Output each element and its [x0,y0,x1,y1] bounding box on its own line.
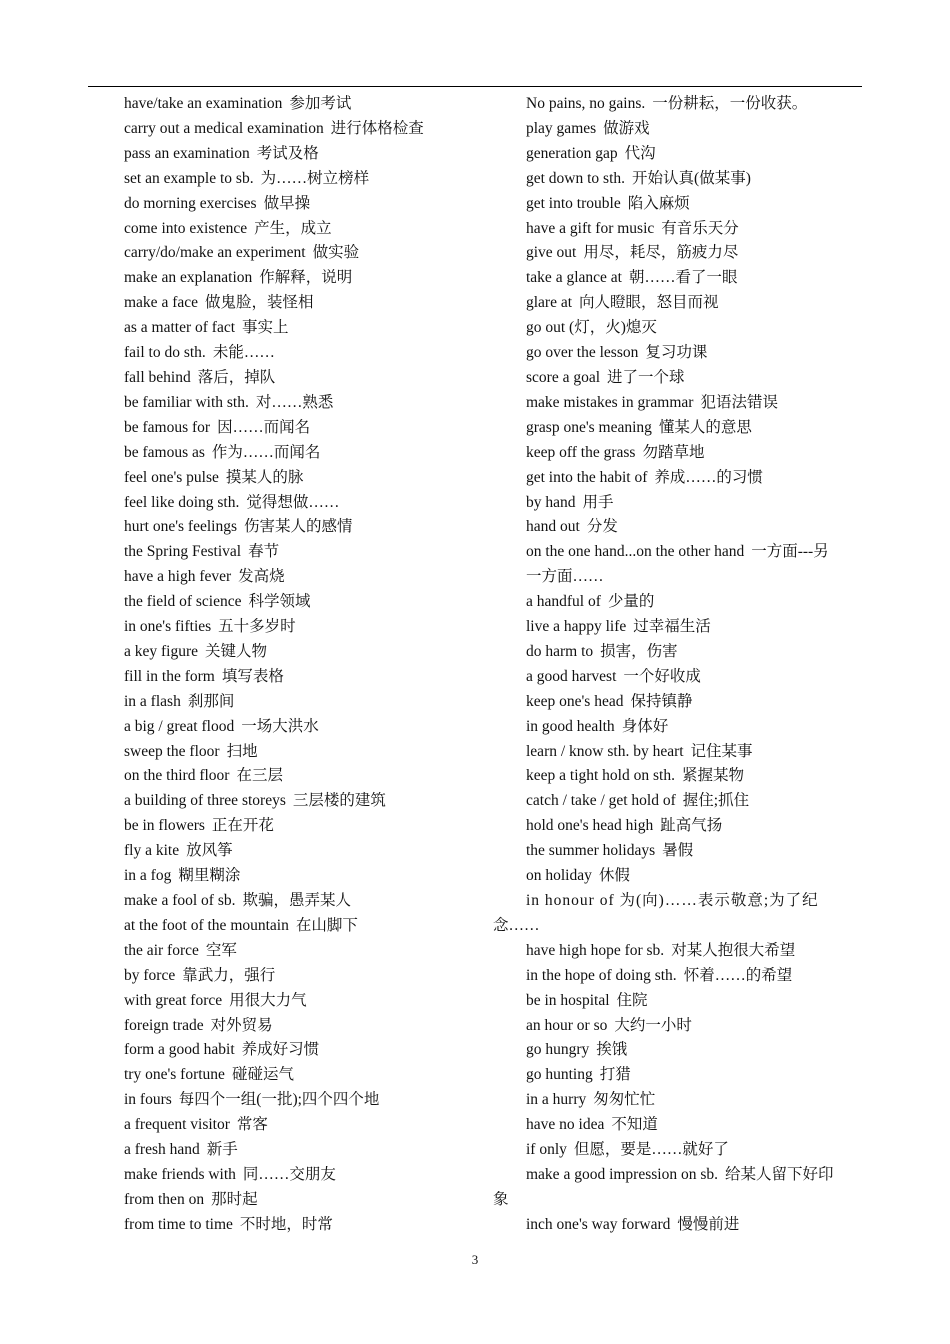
vocab-entry [124,316,484,341]
chinese-meaning: 懂某人的意思 [658,418,752,436]
page-number: 3 [471,1252,479,1267]
vocab-entry [124,715,484,740]
vocab-entry [124,540,484,565]
vocab-entry [124,615,484,640]
english-phrase: take a glance at [526,269,622,287]
english-phrase: feel like doing sth. [124,493,240,511]
chinese-meaning: 放风筝 [186,842,233,860]
english-phrase: make friends with [124,1165,236,1183]
english-phrase: fill in the form [124,667,215,685]
chinese-meaning: 进行体格检查 [330,119,424,137]
english-phrase: by hand [526,493,576,511]
chinese-meaning: 欺骗，愚弄某人 [242,892,351,909]
chinese-meaning: 落后，掉队 [197,368,276,386]
chinese-meaning: 过幸福生活 [633,618,711,636]
english-phrase: feel one's pulse [124,468,219,486]
english-phrase: on holiday [526,867,592,885]
vocab-entry [526,466,862,491]
english-phrase: catch / take / get hold of [526,792,676,810]
vocab-entry [124,1038,484,1063]
vocab-entry [124,1213,484,1238]
english-phrase: a fresh hand [124,1141,200,1159]
chinese-meaning: 同……交朋友 [242,1165,336,1183]
vocab-entry [124,341,484,366]
chinese-meaning: 为……树立榜样 [260,169,370,187]
vocab-entry [526,167,862,192]
vocab-entry [124,1138,484,1163]
vocab-entry [124,142,484,167]
chinese-meaning: 朝……看了一眼 [628,269,738,287]
chinese-meaning: 犯语法错误 [700,393,778,411]
english-phrase: be familiar with sth. [124,393,249,411]
english-phrase: sweep the floor [124,742,220,760]
vocab-entry [124,515,484,540]
chinese-meaning: 做实验 [312,244,360,262]
vocab-entry [526,764,862,789]
chinese-meaning: 挨饿 [596,1041,628,1059]
english-phrase: grasp one's meaning [526,418,652,436]
english-phrase: a key figure [124,642,199,660]
english-phrase: a building of three storeys [124,792,286,810]
vocab-entry [526,1113,862,1138]
english-phrase: form a good habit [124,1041,235,1059]
header-rule [88,86,862,87]
english-phrase: from time to time [124,1215,233,1233]
chinese-meaning: 紧握某物 [681,767,744,785]
vocab-entry [526,241,862,266]
chinese-meaning: 发高烧 [238,568,285,586]
english-phrase: go out (灯，火)熄灭 [526,319,657,337]
vocab-entry [124,491,484,516]
chinese-meaning: 慢慢前进 [677,1215,740,1233]
chinese-meaning: 暑假 [662,842,694,860]
english-phrase: a big / great flood [124,717,235,735]
english-phrase: go hunting [526,1066,593,1084]
vocab-entry [526,740,862,765]
chinese-meaning: 匆匆忙忙 [593,1091,656,1109]
chinese-meaning: 对某人抱很大希望 [671,941,796,959]
vocab-entry [124,366,484,391]
chinese-meaning: 握住;抓住 [682,792,750,810]
chinese-meaning: 因……而闻名 [217,418,311,436]
vocab-entry [526,964,862,989]
vocab-entry [124,192,484,217]
chinese-meaning: 正在开花 [211,817,274,835]
vocab-entry [124,690,484,715]
vocab-entry [124,665,484,690]
vocab-entry [526,441,862,466]
vocab-entry [124,167,484,192]
chinese-meaning: 一个好收成 [623,667,701,685]
chinese-meaning: 用手 [582,493,614,511]
english-phrase: by force [124,966,176,984]
vocab-entry [526,1063,862,1088]
vocab-entry [526,839,862,864]
chinese-meaning: 向人瞪眼，怒目而视 [579,294,719,312]
wrapped-meaning: 一方面…… [526,568,604,586]
english-phrase: be famous as [124,443,205,461]
english-phrase: fail to do sth. [124,344,206,362]
chinese-meaning: 住院 [616,991,648,1009]
english-phrase: get into the habit of [526,468,648,486]
english-phrase: with great force [124,991,223,1009]
vocab-entry [526,117,862,142]
chinese-meaning: 作为……而闻名 [211,443,321,461]
english-phrase: carry/do/make an experiment [124,244,306,262]
vocab-entry [526,366,862,391]
chinese-meaning: 养成好习惯 [241,1041,320,1059]
vocab-entry [526,92,862,117]
chinese-meaning: 用很大力气 [229,991,307,1009]
vocab-entry [526,341,862,366]
vocab-entry [124,241,484,266]
vocab-entry [526,864,862,889]
vocab-entry [124,217,484,242]
english-phrase: on the third floor [124,767,230,785]
english-phrase: keep one's head [526,692,624,710]
chinese-meaning: 勿踏草地 [642,443,705,461]
vocab-entry [526,266,862,291]
vocab-entry [124,266,484,291]
chinese-meaning: 未能…… [212,344,275,362]
chinese-meaning: 伤害某人的感情 [244,518,353,536]
english-phrase: play games [526,119,597,137]
chinese-meaning: 一场大洪水 [241,717,319,735]
english-phrase: inch one's way forward [526,1215,671,1233]
vocab-entry [526,291,862,316]
chinese-meaning: 事实上 [242,319,289,337]
vocab-entry [124,291,484,316]
chinese-meaning: 养成……的习惯 [654,468,763,486]
english-phrase: have/take an examination [124,95,283,112]
english-phrase: learn / know sth. by heart [526,742,684,760]
vocab-entry [526,1038,862,1063]
vocab-entry [526,814,862,839]
english-phrase: score a goal [526,368,601,386]
english-phrase: in the hope of doing sth. [526,966,677,984]
english-phrase: pass an examination [124,144,250,162]
vocab-entry [124,1063,484,1088]
vocab-entry [526,690,862,715]
chinese-meaning: 碰碰运气 [231,1066,294,1084]
chinese-meaning: 对外贸易 [210,1016,273,1034]
vocab-entry [124,964,484,989]
vocab-entry [124,1188,484,1213]
english-phrase: make a face [124,294,198,312]
chinese-meaning: 扫地 [226,742,258,760]
right-column [493,92,862,1238]
english-phrase: in one's fifties [124,618,212,636]
vocab-entry [526,316,862,341]
english-phrase: get down to sth. [526,169,626,187]
vocab-entry [526,590,862,615]
vocab-entry [124,914,484,939]
vocab-entry [526,939,862,964]
english-phrase: in a hurry [526,1091,587,1109]
chinese-meaning: 复习功课 [645,344,708,362]
vocab-entry [526,217,862,242]
chinese-meaning: 不知道 [611,1116,658,1134]
vocab-entry [526,1014,862,1039]
english-phrase: from then on [124,1190,205,1208]
chinese-meaning: 给某人留下好印 [725,1165,834,1183]
chinese-meaning: 身体好 [621,717,669,735]
english-phrase: a handful of [526,593,601,611]
vocab-entry [124,92,484,117]
chinese-meaning: 在三层 [236,767,283,785]
english-phrase: have a high fever [124,568,232,586]
left-column [124,92,484,1238]
english-phrase: the summer holidays [526,842,656,860]
chinese-meaning: 靠武力，强行 [182,966,276,984]
chinese-meaning: 记住某事 [690,742,753,760]
chinese-meaning: 科学领域 [248,593,311,611]
english-phrase: hand out [526,518,580,536]
english-phrase: a frequent visitor [124,1116,230,1134]
english-phrase: fly a kite [124,842,180,860]
chinese-meaning: 保持镇静 [630,692,693,710]
chinese-meaning: 摸某人的脉 [225,468,304,486]
chinese-meaning: 陷入麻烦 [627,194,690,212]
chinese-meaning: 趾高气扬 [660,817,723,835]
english-phrase: as a matter of fact [124,319,236,337]
vocab-entry [526,142,862,167]
chinese-meaning: 有音乐天分 [661,219,739,237]
vocab-entry [124,590,484,615]
chinese-meaning: 每四个一组(一批);四个四个地 [178,1091,380,1109]
english-phrase: give out [526,244,577,262]
chinese-meaning: 产生，成立 [254,219,332,237]
chinese-meaning: 用尽，耗尽，筋疲力尽 [583,244,739,262]
chinese-meaning: 大约一小时 [614,1016,692,1034]
english-phrase: fall behind [124,368,191,386]
vocab-entry [526,1138,862,1163]
english-phrase: be in hospital [526,991,610,1009]
vocab-entry [526,1088,862,1113]
chinese-meaning: 开始认真(做某事) [632,169,751,187]
vocab-entry [526,491,862,516]
vocab-entry [124,441,484,466]
vocab-entry [124,117,484,142]
vocab-entry [124,939,484,964]
vocab-entry [526,615,862,640]
vocab-entry [124,1088,484,1113]
vocab-entry [124,640,484,665]
vocab-entry [124,789,484,814]
vocab-entry [526,515,862,540]
english-phrase: make mistakes in grammar [526,393,694,411]
chinese-meaning: 对……熟悉 [255,393,334,411]
english-phrase: the Spring Festival [124,543,242,561]
vocab-entry [124,1113,484,1138]
english-phrase: go over the lesson [526,344,639,362]
english-phrase: in a flash [124,692,181,710]
english-phrase: an hour or so [526,1016,608,1034]
english-phrase: on the one hand...on the other hand [526,543,745,561]
vocab-entry [124,864,484,889]
english-phrase: keep a tight hold on sth. [526,767,675,785]
vocab-entry [526,640,862,665]
english-phrase: have high hope for sb. [526,941,665,959]
wrapped-meaning: 念…… [493,916,540,934]
english-phrase: have a gift for music [526,219,655,237]
chinese-meaning: 一份耕耘，一份收获。 [652,95,808,112]
english-phrase: hurt one's feelings [124,518,237,536]
vocab-entry [124,391,484,416]
english-phrase: in fours [124,1091,172,1109]
english-phrase: set an example to sb. [124,169,254,187]
english-phrase: in good health [526,717,615,735]
chinese-meaning: 觉得想做…… [246,493,340,511]
english-phrase: be in flowers [124,817,205,835]
chinese-meaning: 做游戏 [603,119,650,137]
english-phrase: make an explanation [124,269,253,287]
chinese-meaning: 考试及格 [256,144,319,162]
chinese-meaning: 刹那间 [187,692,235,710]
chinese-meaning: 分发 [586,518,618,536]
vocab-entry [526,192,862,217]
english-phrase: the field of science [124,593,242,611]
chinese-meaning: 但愿，要是……就好了 [573,1141,729,1159]
chinese-meaning: 少量的 [607,593,655,611]
english-phrase: if only [526,1141,567,1159]
chinese-meaning: 三层楼的建筑 [292,792,386,810]
vocab-entry [124,764,484,789]
vocab-entry [124,989,484,1014]
vocab-entry [526,789,862,814]
vocab-entry [124,416,484,441]
english-phrase: foreign trade [124,1016,204,1034]
chinese-meaning: 关键人物 [205,642,268,660]
chinese-meaning: 在山脚下 [295,916,358,934]
english-phrase: be famous for [124,418,211,436]
chinese-meaning: 进了一个球 [607,368,685,386]
vocab-entry [124,1014,484,1039]
vocab-entry [526,665,862,690]
chinese-meaning: 不时地，时常 [239,1215,333,1233]
chinese-meaning: 一方面---另 [751,543,829,561]
english-phrase: at the foot of the mountain [124,916,289,934]
vocab-entry [526,1163,862,1188]
english-phrase: go hungry [526,1041,590,1059]
chinese-meaning: 新手 [206,1141,238,1159]
vocab-entry [124,466,484,491]
english-phrase: hold one's head high [526,817,654,835]
vocab-entry [526,391,862,416]
english-phrase: the air force [124,941,199,959]
chinese-meaning: 代沟 [624,144,656,162]
chinese-meaning: 春节 [248,543,280,561]
vocab-entry [124,1163,484,1188]
vocab-entry-honour: in honour of 为(向)……表示敬意;为了纪 [526,892,819,909]
vocab-entry [124,814,484,839]
vocab-entry [526,989,862,1014]
chinese-meaning: 做早操 [263,194,311,212]
english-phrase: make a good impression on sb. [526,1165,719,1183]
chinese-meaning: 常客 [236,1116,268,1134]
english-phrase: try one's fortune [124,1066,225,1084]
chinese-meaning: 打猎 [599,1066,631,1084]
vocab-entry [124,740,484,765]
english-phrase: do harm to [526,642,594,660]
vocab-entry [526,1213,862,1238]
wrapped-meaning: 象 [493,1190,509,1208]
english-phrase: get into trouble [526,194,621,212]
chinese-meaning: 休假 [598,867,630,885]
english-phrase: have no idea [526,1116,605,1134]
chinese-meaning: 做鬼脸，装怪相 [205,294,314,312]
english-phrase: do morning exercises [124,194,257,212]
chinese-meaning: 空军 [205,941,237,959]
chinese-meaning: 怀着……的希望 [683,966,793,984]
english-phrase: live a happy life [526,618,627,636]
vocab-entry [124,839,484,864]
vocab-entry [124,889,484,914]
chinese-meaning: 作解释，说明 [259,269,353,287]
chinese-meaning: 糊里糊涂 [178,867,241,885]
english-phrase: in a fog [124,867,172,885]
vocab-entry [124,565,484,590]
vocab-entry [526,715,862,740]
chinese-meaning: 填写表格 [221,667,284,685]
english-phrase: come into existence [124,219,248,237]
chinese-meaning: 那时起 [211,1190,258,1208]
english-phrase: make a fool of sb. [124,892,236,909]
english-phrase: a good harvest [526,667,617,685]
vocab-entry [526,416,862,441]
chinese-meaning: 参加考试 [289,95,352,112]
chinese-meaning: 五十多岁时 [218,618,296,636]
vocab-entry [526,540,862,565]
english-phrase: carry out a medical examination [124,119,324,137]
english-phrase: generation gap [526,144,618,162]
english-phrase: No pains, no gains. [526,95,646,112]
chinese-meaning: 损害，伤害 [600,642,678,660]
english-phrase: glare at [526,294,573,312]
english-phrase: keep off the grass [526,443,636,461]
